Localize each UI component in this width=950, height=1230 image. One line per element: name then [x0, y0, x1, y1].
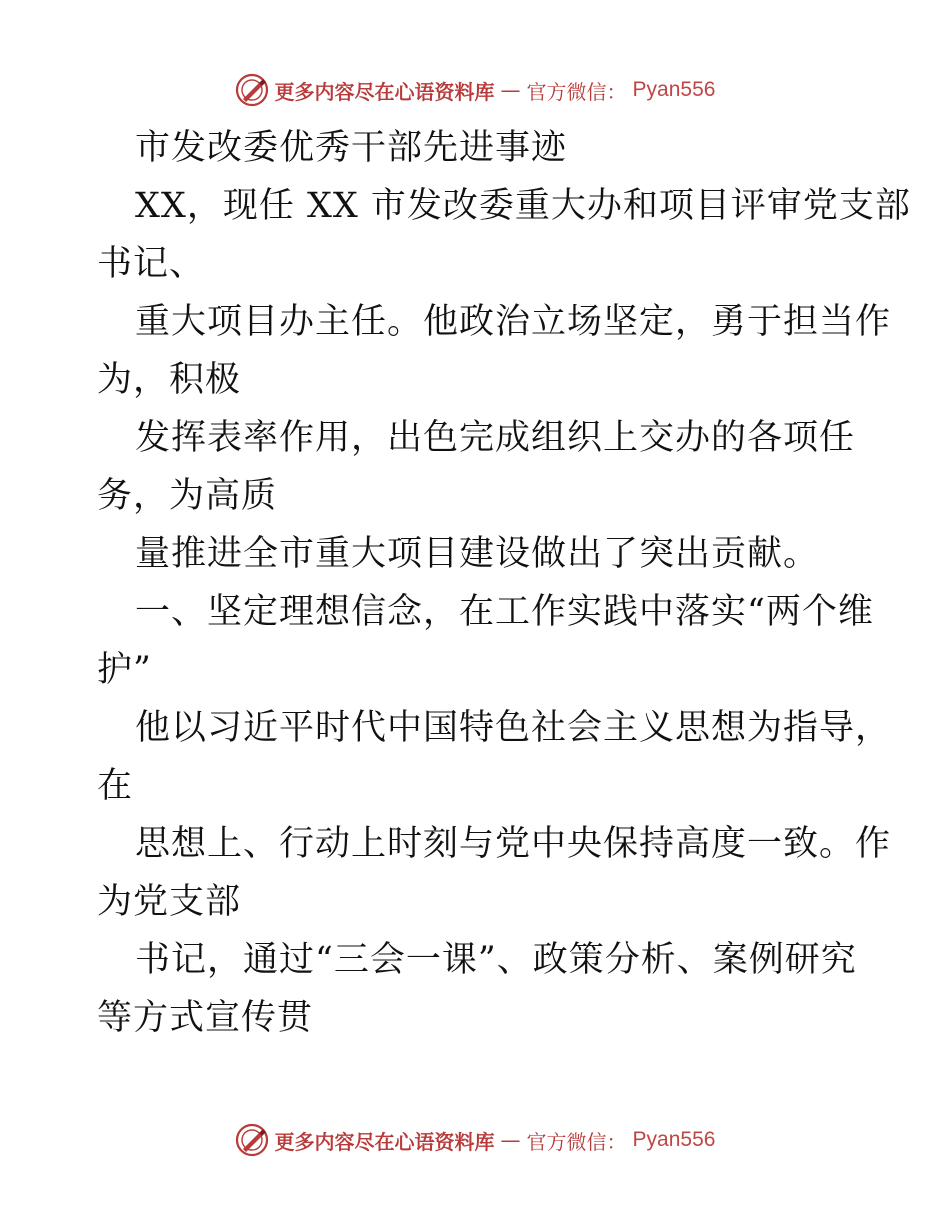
paragraph-line: 重大项目办主任。他政治立场坚定，勇于担当作 [135, 302, 892, 342]
paragraph-line: 量推进全市重大项目建设做出了突出贡献。 [135, 534, 820, 574]
paragraph-line: 为，积极 [97, 360, 242, 400]
banner-text: 更多内容尽在心语资料库 [274, 1129, 495, 1154]
section-heading-line: 护” [97, 650, 152, 690]
footer-watermark-banner [0, 1120, 950, 1160]
document-title: 市发改委优秀干部先进事迹 [135, 128, 568, 168]
banner-wechat-label: 官方微信： [526, 1129, 627, 1154]
banner-wechat-id: Pyan556 [632, 78, 716, 101]
paragraph-line: 等方式宣传贯 [97, 998, 314, 1038]
paragraph-line: 书记、 [97, 244, 206, 284]
banner-wechat-id: Pyan556 [632, 1128, 716, 1151]
banner-dash: — [500, 78, 521, 102]
banner-text: 更多内容尽在心语资料库 [274, 79, 495, 104]
paragraph-line: 书记，通过“三会一课”、政策分析、案例研究 [135, 940, 857, 980]
paragraph-line: 为党支部 [97, 882, 242, 922]
pen-logo-icon [235, 73, 269, 107]
paragraph-line: 务，为高质 [97, 476, 278, 516]
section-heading-line: 一、坚定理想信念，在工作实践中落实“两个维 [135, 592, 874, 632]
paragraph-line: 思想上、行动上时刻与党中央保持高度一致。作 [135, 824, 892, 864]
paragraph-line: 在 [97, 766, 134, 806]
pen-logo-icon [235, 1123, 269, 1157]
paragraph-line: XX，现任 XX 市发改委重大办和项目评审党支部 [135, 186, 911, 226]
paragraph-line: 发挥表率作用，出色完成组织上交办的各项任 [135, 418, 856, 458]
header-watermark-banner [0, 70, 950, 110]
banner-wechat-label: 官方微信： [526, 79, 627, 104]
banner-dash: — [500, 1128, 521, 1152]
paragraph-line: 他以习近平时代中国特色社会主义思想为指导， [135, 708, 892, 748]
